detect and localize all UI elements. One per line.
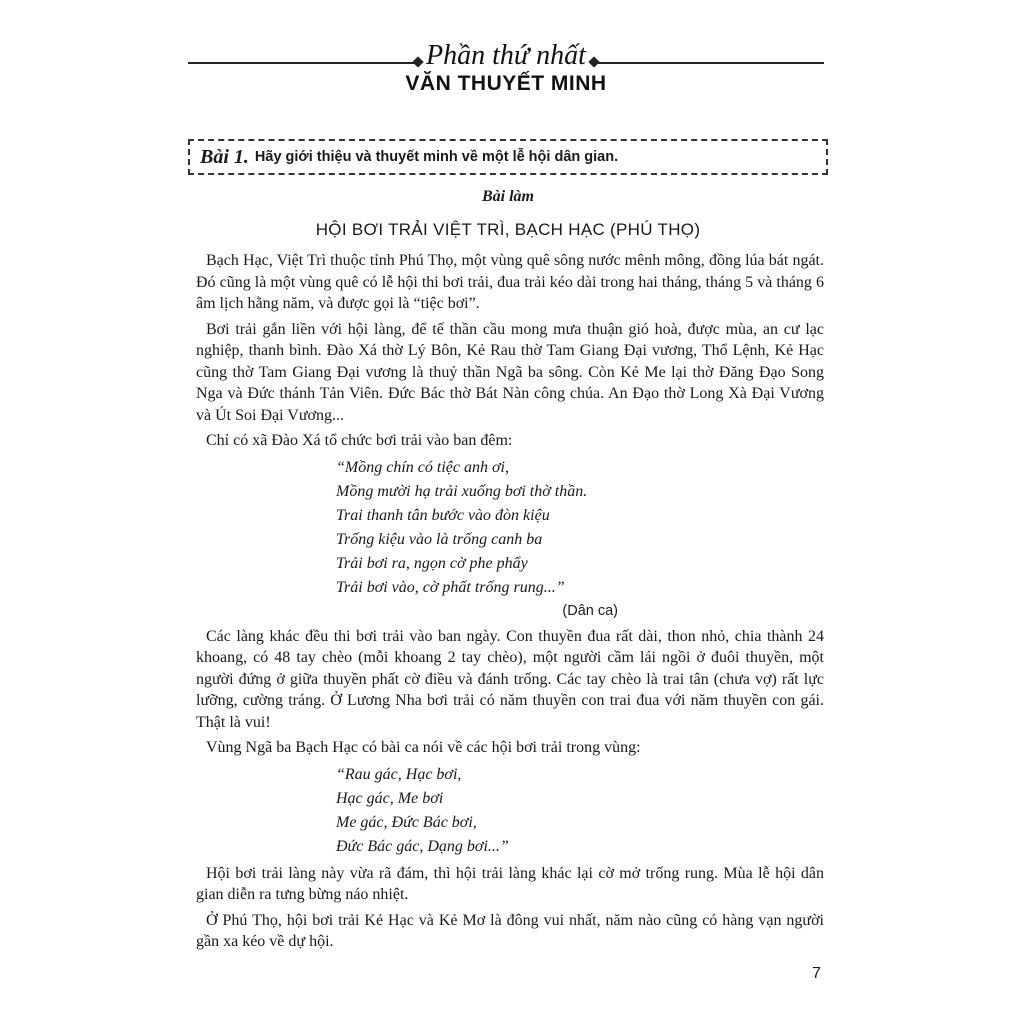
paragraph: Chỉ có xã Đào Xá tổ chức bơi trải vào ban đêm:: [206, 432, 513, 449]
poem-line: “Mồng chín có tiệc anh ơi,: [336, 458, 509, 476]
poem-line: “Rau gác, Hạc bơi,: [336, 765, 462, 783]
poem-source: (Dân ca): [562, 602, 618, 619]
page-number: 7: [812, 965, 821, 982]
exercise-prompt-box: [188, 139, 828, 175]
paragraph: Vùng Ngã ba Bạch Hạc có bài ca nói về các hội bơi trải trong vùng:: [206, 739, 641, 756]
poem-line: Me gác, Đức Bác bơi,: [336, 813, 477, 831]
section-header: [188, 34, 824, 104]
folk-poem-1: [196, 456, 824, 600]
chapter-title: VĂN THUYẾT MINH: [405, 72, 607, 95]
poem-line: Hạc gác, Me bơi: [336, 789, 444, 807]
exercise-label: Bài 1.: [200, 145, 249, 168]
paragraph: Bơi trải gắn liền với hội làng, để tế thần cầu mong mưa thuận gió hoà, được mùa, an cư lạc nghiệp, thanh bình. Đào Xá thờ Lý Bôn, Kẻ Rau thờ Tam Giang Đại vương, Thổ Lệnh, Kẻ Hạc cũng thờ Tam Giang Đại vương là thuỷ thần Ngã ba sông. Còn Kẻ Me lại thờ Đăng Đạo Song Nga và Đức thánh Tản Viên. Đức Bác thờ Bát Nàn công chúa. An Đạo thờ Long Xà Đại Vương và Út Soi Đại Vương...: [196, 320, 824, 424]
poem-line: Trải bơi ra, ngọn cờ phe phẩy: [336, 554, 528, 572]
paragraph: Bạch Hạc, Việt Trì thuộc tỉnh Phú Thọ, một vùng quê sông nước mênh mông, đồng lúa bát ngát. Đó cũng là một vùng quê có lễ hội thi bơi trải, đua trải kéo dài trong hai tháng, tháng 5 và tháng 6 âm lịch hằng năm, và được gọi là “tiệc bơi”.: [196, 252, 824, 312]
part-title: Phần thứ nhất: [426, 40, 586, 71]
exercise-text: Hãy giới thiệu và thuyết minh về một lễ hội dân gian.: [254, 149, 619, 165]
essay-title: HỘI BƠI TRẢI VIỆT TRÌ, BẠCH HẠC (PHÚ THỌ): [315, 220, 701, 239]
paragraph: Các làng khác đều thi bơi trải vào ban ngày. Con thuyền đua rất dài, thon nhỏ, chia thành 24 khoang, có 48 tay chèo (mỗi khoang 2 tay chèo), một người cầm lái ngồi ở đuôi thuyền, một người đứng ở giữa thuyền phất cờ điều và đánh trống. Các tay chèo là trai tân (chưa vợ) rất lực lưỡng, cường tráng. Ở Lương Nha bơi trải có năm thuyền con trai đua với năm thuyền con gái. Thật là vui!: [196, 627, 824, 731]
answer-subheading: Bài làm: [481, 188, 534, 205]
poem-line: Trống kiệu vào là trống canh ba: [336, 530, 543, 548]
poem-line: Đức Bác gác, Dạng bơi...”: [336, 837, 509, 855]
poem-line: Mồng mười hạ trải xuống bơi thờ thần.: [336, 482, 588, 500]
essay-body: [196, 250, 824, 957]
folk-poem-2: [196, 763, 824, 859]
poem-line: Trai thanh tân bước vào đòn kiệu: [336, 506, 550, 524]
paragraph: Hội bơi trải làng này vừa rã đám, thì hội trải làng khác lại cờ mở trống rung. Mùa lễ hội dân gian diễn ra tưng bừng náo nhiệt.: [196, 864, 824, 903]
poem-line: Trải bơi vào, cờ phất trống rung...”: [336, 578, 565, 596]
paragraph: Ở Phú Thọ, hội bơi trải Kẻ Hạc và Kẻ Mơ là đông vui nhất, năm nào cũng có hàng vạn người gần xa kéo về dự hội.: [196, 911, 824, 950]
